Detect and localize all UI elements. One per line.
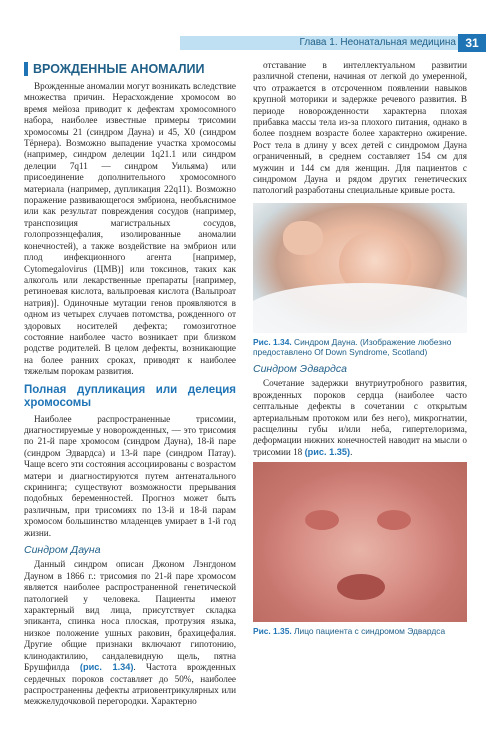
fig2-label: Рис. 1.35. bbox=[253, 626, 292, 637]
page-number: 31 bbox=[458, 34, 486, 52]
down-text: Данный синдром описан Джоном Лэнгдоном Дауном в 1866 г.: трисомия по 21-й паре хромосом является наиболее распространенной генетической патологией у человека. Пациенты имеют характерный вид лица, присутствует складка эпиканта, спинка носа плоская, протрузия языка, низкое положение ушных раковин, брахицефалия. Другие общие признаки включают гипотонию, клинодактилию, сандалевидную щель, пятна Брушфилда bbox=[24, 559, 236, 673]
photo-mouth bbox=[337, 574, 385, 600]
page-header bbox=[0, 0, 500, 56]
edwards-syndrome-title: Синдром Эдвардса bbox=[253, 362, 347, 375]
figure-edwards-syndrome-photo bbox=[253, 462, 467, 622]
down-syndrome-title: Синдром Дауна bbox=[24, 544, 101, 557]
paragraph-down bbox=[24, 559, 236, 707]
photo-eye-left bbox=[305, 510, 339, 530]
figure-down-syndrome-photo bbox=[253, 203, 467, 333]
paragraph-edwards bbox=[253, 378, 467, 458]
fig2-caption-text: Лицо пациента с синдромом Эдвардса bbox=[294, 626, 446, 637]
fig-ref-1-34[interactable]: (рис. 1.34) bbox=[79, 662, 134, 673]
photo-eye-right bbox=[377, 510, 411, 530]
chapter-title: Глава 1. Неонатальная медицина bbox=[299, 37, 456, 48]
paragraph-down-cont: отставание в интеллектуальном развитии различной степени, начиная от легкой до умеренной, что отражается в отсроченном появлении навыков крупной моторики и задержке речевого развития. В периоде новорожденности характерна плохая прибавка массы тела из-за плохого питания, однако в более позднем возрасте более характерно ожирение. Рост тела в длину у всех детей с синдромом Дауна ограниченный, в среднем составляет 154 см для мужчин и 144 см для женщин. Для пациентов с синдромом Дауна и рядом других генетических патологий разработаны специальные кривые роста. bbox=[253, 60, 467, 196]
edwards-text-end: . bbox=[350, 446, 353, 457]
photo-hand bbox=[283, 221, 323, 255]
edwards-text: Сочетание задержки внутриутробного развития, врожденных пороков сердца (наиболее часто септальные дефекты в сочетании с открытым артериальным протоком или без него), микрогнатии, расщелины губы и/или неба, гипертелоризма, деформации нижних конечностей наводит на мысли о трисомии 18 bbox=[253, 378, 467, 457]
figure-caption-1-35 bbox=[253, 626, 467, 637]
subsection-title: Полная дупликация или делеция хромосомы bbox=[24, 383, 236, 409]
paragraph-congenital: Врожденные аномалии могут возникать вследствие множества причин. Нерасхождение хромосом во время мейоза приводит к дефектам хромосомного набора, наиболее известные примеры трисомии хромосомы 21 (синдром Дауна) и 45, X0 (синдром Тёрнера). Возможно выпадение участка хромосомы (например, синдром делеции 1q21.1 или синдром делеции 7q11 — синдром Уильяма) или присоединение дополнительного хромосомного материала (например, дупликация 22q11). Возможно поражение развивающегося эмбриона, необъяснимое или как результат повреждения сосудов (например, транспозиция магистральных сосудов, голопрозэнцефалия, изолированные аномалии конечностей), а также воздействие на эмбрион или плод инфекционного агента [например, Cytomegalovirus (ЦМВ)] или токсинов, таких как алкоголь или лекарственные препараты [например, ретиноевая кислота, вальпроевая кислота (Вальпроат натрия)]. Одиночные мутации генов проявляются в одном из четырех случаев потомства, рожденного от здоровых носителей дефекта; гомозиготное состояние наиболее часто возникает при близком родстве родителей. В целом дефекты, возникающие на более ранних сроках, приводят к наиболее тяжелым порокам развития. bbox=[24, 81, 236, 377]
down-text-cont: . Частота врожденных сердечных пороков составляет до 50%, наиболее распространенны дефекты атриовентрикулярных или межжелудочковой перегородки. Характерно bbox=[24, 662, 236, 707]
fig1-label: Рис. 1.34. bbox=[253, 336, 292, 347]
figure-caption-1-34 bbox=[253, 337, 467, 358]
photo-blanket bbox=[253, 283, 467, 333]
paragraph-trisomies: Наиболее распространенные трисомии, диагностируемые у новорожденных, — это трисомия по 21-й паре хромосом (синдром Дауна), 18-й паре (синдром Эдвардса) и 13-й паре (синдром Патау). Чаще всего эти состояния ассоциированы с возрастом матери и диагностируются путем антенатального скрининга; существуют возможности прерывания подобных беременностей. Прогноз может быть различным, при трисомиях по 13-й и 18-й парам хромосом большинство младенцев умирает в 1-й год жизни. bbox=[24, 413, 236, 538]
left-column bbox=[24, 60, 236, 708]
right-column bbox=[253, 60, 467, 641]
section-title: ВРОЖДЕННЫЕ АНОМАЛИИ bbox=[24, 62, 236, 76]
fig1-caption-text: Синдром Дауна. (Изображение любезно предоставлено Of Down Syndrome, Scotland) bbox=[253, 336, 452, 358]
fig-ref-1-35[interactable]: (рис. 1.35) bbox=[304, 446, 351, 457]
